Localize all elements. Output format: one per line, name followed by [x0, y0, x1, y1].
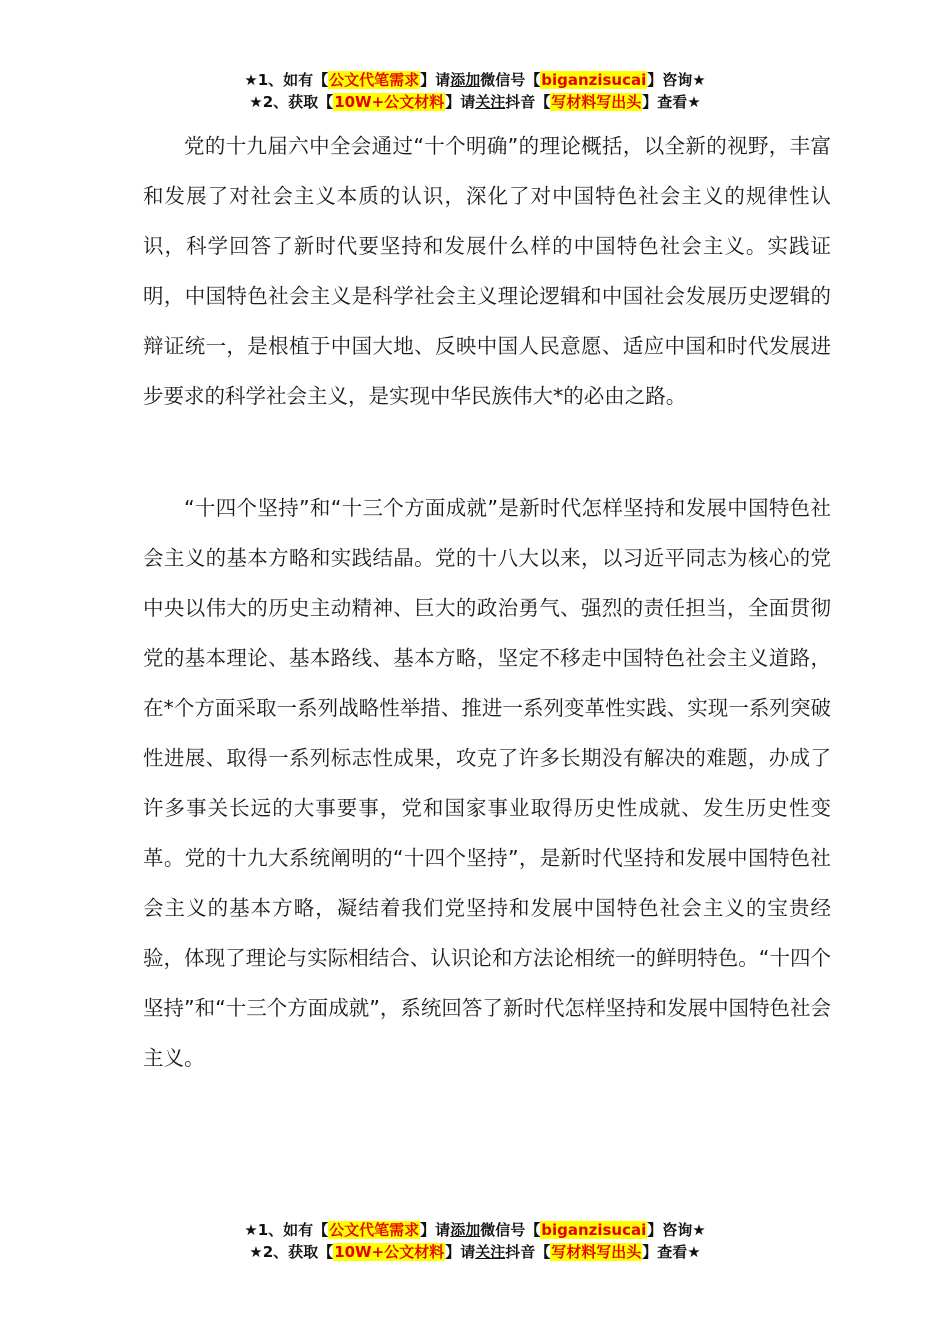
banner-text: 】请: [445, 1243, 476, 1261]
header-banner-line-2: [0, 91, 950, 113]
highlight-douyin-account: 写材料写出头: [551, 93, 642, 111]
banner-text: 】请: [420, 1221, 451, 1239]
document-body-section-1: [143, 121, 831, 421]
banner-underlined-text: 添加: [450, 1221, 481, 1239]
banner-underlined-text: 关注: [475, 1243, 506, 1261]
footer-banner: [0, 1219, 950, 1263]
banner-text: 】查看★: [642, 93, 701, 111]
banner-text: 】咨询★: [647, 71, 706, 89]
banner-text: ★2、获取【: [249, 1243, 334, 1261]
footer-banner-line-2: [0, 1241, 950, 1263]
highlight-service: 公文代笔需求: [329, 71, 420, 89]
banner-underlined-text: 添加: [450, 71, 481, 89]
banner-text: 微信号【: [480, 1221, 541, 1239]
highlight-douyin-account: 写材料写出头: [551, 1243, 642, 1261]
banner-text: ★1、如有【: [244, 1221, 329, 1239]
banner-text: ★2、获取【: [249, 93, 334, 111]
footer-banner-line-1: [0, 1219, 950, 1241]
highlight-service: 公文代笔需求: [329, 1221, 420, 1239]
banner-text: 】查看★: [642, 1243, 701, 1261]
banner-text: 微信号【: [480, 71, 541, 89]
header-banner: [0, 69, 950, 113]
banner-text: 】请: [420, 71, 451, 89]
banner-text: 抖音【: [505, 1243, 551, 1261]
banner-text: ★1、如有【: [244, 71, 329, 89]
paragraph-2: “十四个坚持”和“十三个方面成就”是新时代怎样坚持和发展中国特色社会主义的基本方略和实践结晶。党的十八大以来，以习近平同志为核心的党中央以伟大的历史主动精神、巨大的政治勇气、强烈的责任担当，全面贯彻党的基本理论、基本路线、基本方略，坚定不移走中国特色社会主义道路，在*个方面采取一系列战略性举措、推进一系列变革性实践、实现一系列突破性进展、取得一系列标志性成果，攻克了许多长期没有解决的难题，办成了许多事关长远的大事要事，党和国家事业取得历史性成就、发生历史性变革。党的十九大系统阐明的“十四个坚持”，是新时代坚持和发展中国特色社会主义的基本方略，凝结着我们党坚持和发展中国特色社会主义的宝贵经验，体现了理论与实际相结合、认识论和方法论相统一的鲜明特色。“十四个坚持”和“十三个方面成就”，系统回答了新时代怎样坚持和发展中国特色社会主义。: [143, 496, 831, 1070]
document-body-section-2: [143, 483, 831, 1083]
header-banner-line-1: [0, 69, 950, 91]
banner-underlined-text: 关注: [475, 93, 506, 111]
highlight-materials: 10W+公文材料: [334, 93, 445, 111]
banner-text: 抖音【: [505, 93, 551, 111]
highlight-materials: 10W+公文材料: [334, 1243, 445, 1261]
highlight-wechat-id: biganzisucai: [541, 1221, 647, 1239]
highlight-wechat-id: biganzisucai: [541, 71, 647, 89]
banner-text: 】咨询★: [647, 1221, 706, 1239]
paragraph-1: 党的十九届六中全会通过“十个明确”的理论概括，以全新的视野，丰富和发展了对社会主义本质的认识，深化了对中国特色社会主义的规律性认识，科学回答了新时代要坚持和发展什么样的中国特色社会主义。实践证明，中国特色社会主义是科学社会主义理论逻辑和中国社会发展历史逻辑的辩证统一，是根植于中国大地、反映中国人民意愿、适应中国和时代发展进步要求的科学社会主义，是实现中华民族伟大*的必由之路。: [143, 134, 831, 408]
banner-text: 】请: [445, 93, 476, 111]
